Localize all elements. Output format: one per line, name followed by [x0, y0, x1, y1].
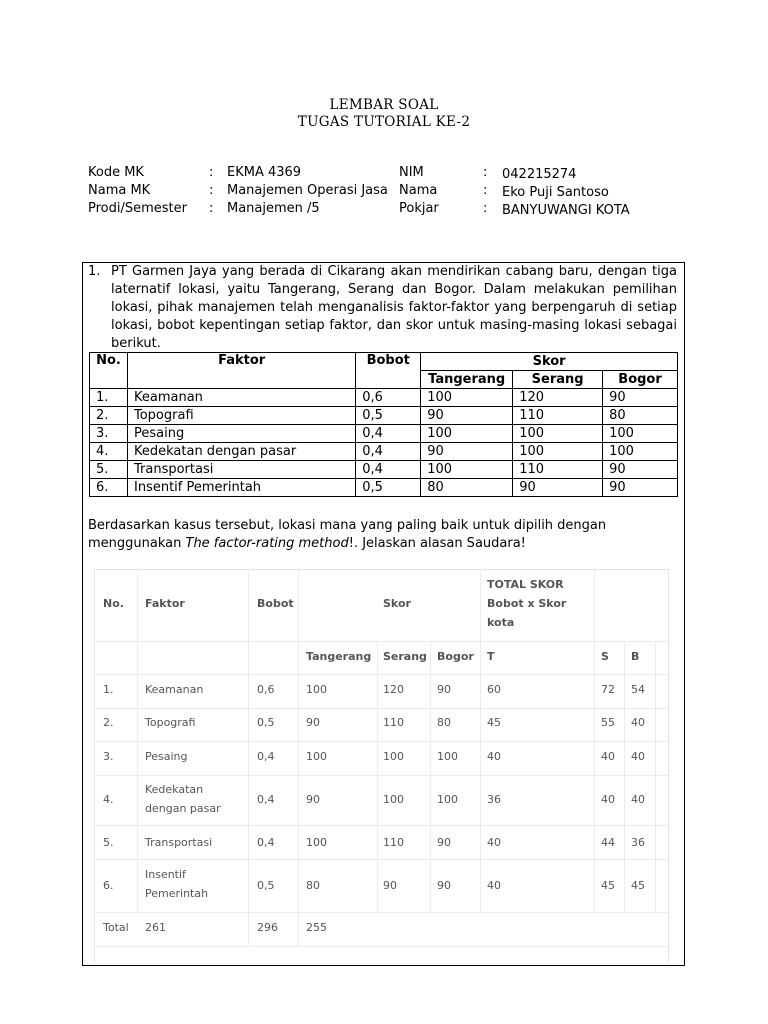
answer-cell-no: 2.: [103, 716, 114, 729]
divider: [95, 708, 668, 709]
answer-cell-bogor: 90: [437, 879, 451, 892]
cell: 100: [421, 425, 513, 443]
cell: 5.: [90, 461, 128, 479]
info-label-nama-mk: Nama MK: [88, 183, 151, 198]
answer-cell-b: 54: [631, 683, 645, 696]
answer-cell-no: 5.: [103, 836, 114, 849]
answer-cell-bogor: 100: [437, 793, 458, 806]
col-header-faktor: Faktor: [127, 353, 355, 389]
answer-col-header-no: No.: [103, 597, 124, 610]
cell: Keamanan: [127, 389, 355, 407]
page-title: LEMBAR SOAL: [329, 97, 439, 113]
answer-cell-t: 36: [487, 793, 501, 806]
col-header-serang: Serang: [513, 371, 603, 389]
instruction-text: Berdasarkan kasus tersebut, lokasi mana yang paling baik untuk dipilih dengan menggunakan: [88, 518, 607, 551]
divider: [298, 569, 299, 946]
answer-col-header-total: Bobot x Skor: [487, 597, 567, 610]
cell: 6.: [90, 479, 128, 497]
answer-cell-tangerang: 90: [306, 793, 320, 806]
cell: 0,4: [356, 461, 421, 479]
answer-cell-t: 45: [487, 716, 501, 729]
info-value-nama: Eko Puji Santoso: [502, 185, 609, 200]
divider: [480, 569, 481, 912]
answer-cell-s: 72: [601, 683, 615, 696]
info-sep: :: [209, 201, 214, 216]
answer-col-header-bobot: Bobot: [257, 597, 294, 610]
divider: [248, 569, 249, 946]
divider: [95, 641, 668, 642]
cell: 80: [421, 479, 513, 497]
divider: [95, 859, 668, 860]
answer-cell-faktor: Insentif: [145, 868, 186, 881]
table-row: [90, 443, 678, 461]
cell: 90: [421, 443, 513, 461]
info-value-kode-mk: EKMA 4369: [227, 165, 302, 180]
cell: Kedekatan dengan pasar: [127, 443, 355, 461]
answer-cell-faktor: dengan pasar: [145, 802, 221, 815]
answer-cell-s: 45: [601, 879, 615, 892]
answer-cell-tangerang: 100: [306, 750, 327, 763]
cell: 90: [513, 479, 603, 497]
question-text: PT Garmen Jaya yang berada di Cikarang akan mendirikan cabang baru, dengan tiga laternatif lokasi, yaitu Tangerang, Serang dan Bogor. Dalam melakukan pemilihan lokasi, pihak manajemen telah menganalisis faktor-faktor yang berpengaruh di setiap lokasi, bobot kepentingan setiap faktor, dan skor untuk masing-masing lokasi sebagai berikut.: [111, 264, 677, 351]
cell: 90: [421, 407, 513, 425]
page-subtitle: TUGAS TUTORIAL KE-2: [297, 114, 471, 130]
instruction-paragraph: [88, 517, 677, 553]
cell: 3.: [90, 425, 128, 443]
answer-cell-tangerang: 80: [306, 879, 320, 892]
info-sep: :: [209, 183, 214, 198]
divider: [137, 569, 138, 912]
divider: [594, 569, 595, 912]
cell: 0,5: [356, 407, 421, 425]
answer-cell-b: 36: [631, 836, 645, 849]
answer-cell-serang: 90: [383, 879, 397, 892]
answer-cell-b: 40: [631, 793, 645, 806]
divider: [95, 912, 668, 913]
answer-cell-s: 55: [601, 716, 615, 729]
divider: [430, 641, 431, 912]
answer-cell-b: 40: [631, 716, 645, 729]
cell: Pesaing: [127, 425, 355, 443]
info-label-kode-mk: Kode MK: [88, 165, 144, 180]
answer-cell-no: 4.: [103, 793, 114, 806]
answer-cell-no: 1.: [103, 683, 114, 696]
question-number: 1.: [88, 264, 101, 279]
cell: 90: [603, 479, 678, 497]
info-sep: :: [209, 165, 214, 180]
answer-cell-tangerang: 100: [306, 683, 327, 696]
answer-cell-b: 40: [631, 750, 645, 763]
answer-cell-bobot: 0,5: [257, 716, 275, 729]
answer-cell-s: 40: [601, 793, 615, 806]
answer-col-header-t: T: [487, 650, 495, 663]
cell: 100: [421, 461, 513, 479]
col-header-skor: Skor: [421, 353, 678, 371]
answer-cell-bobot: 0,4: [257, 793, 275, 806]
answer-cell-t: 40: [487, 879, 501, 892]
answer-cell-serang: 110: [383, 836, 404, 849]
table-row: [90, 479, 678, 497]
factor-table: [89, 352, 678, 497]
divider: [377, 641, 378, 912]
table-row: [90, 407, 678, 425]
answer-cell-serang: 120: [383, 683, 404, 696]
answer-total-label: Total: [103, 921, 129, 934]
cell: 0,4: [356, 443, 421, 461]
cell: 2.: [90, 407, 128, 425]
answer-cell-tangerang: 90: [306, 716, 320, 729]
info-sep: :: [483, 165, 488, 180]
cell: 90: [603, 461, 678, 479]
table-row: [90, 425, 678, 443]
answer-cell-bobot: 0,4: [257, 750, 275, 763]
divider: [624, 641, 625, 912]
answer-cell-bogor: 90: [437, 683, 451, 696]
info-value-prodi: Manajemen /5: [227, 201, 320, 216]
cell: 90: [603, 389, 678, 407]
cell: 120: [513, 389, 603, 407]
answer-cell-no: 6.: [103, 879, 114, 892]
answer-cell-b: 45: [631, 879, 645, 892]
info-label-nama: Nama: [399, 183, 438, 198]
info-value-pokjar: BANYUWANGI KOTA: [502, 203, 630, 218]
answer-cell-faktor: Transportasi: [145, 836, 213, 849]
question-block: [88, 263, 677, 353]
answer-cell-bogor: 90: [437, 836, 451, 849]
cell: 100: [603, 443, 678, 461]
answer-cell-bobot: 0,6: [257, 683, 275, 696]
cell: 0,4: [356, 425, 421, 443]
answer-cell-serang: 110: [383, 716, 404, 729]
answer-cell-bogor: 80: [437, 716, 451, 729]
info-value-nama-mk: Manajemen Operasi Jasa: [227, 183, 388, 198]
answer-cell-s: 44: [601, 836, 615, 849]
answer-cell-bobot: 0,5: [257, 879, 275, 892]
col-header-tangerang: Tangerang: [421, 371, 513, 389]
info-label-prodi: Prodi/Semester: [88, 201, 187, 216]
answer-cell-bobot: 0,4: [257, 836, 275, 849]
divider: [655, 641, 656, 912]
answer-cell-bogor: 100: [437, 750, 458, 763]
info-value-nim: 042215274: [502, 167, 577, 182]
cell: Insentif Pemerintah: [127, 479, 355, 497]
answer-total-value: 296: [257, 921, 278, 934]
col-header-bobot: Bobot: [356, 353, 421, 389]
cell: 100: [513, 443, 603, 461]
answer-col-header-s: S: [601, 650, 609, 663]
cell: 80: [603, 407, 678, 425]
answer-cell-faktor: Keamanan: [145, 683, 204, 696]
cell: 100: [513, 425, 603, 443]
cell: 0,6: [356, 389, 421, 407]
cell: 0,5: [356, 479, 421, 497]
info-sep: :: [483, 201, 488, 216]
table-row: [90, 461, 678, 479]
cell: 110: [513, 461, 603, 479]
answer-col-header-faktor: Faktor: [145, 597, 185, 610]
divider: [95, 825, 668, 826]
divider: [95, 741, 668, 742]
cell: Transportasi: [127, 461, 355, 479]
divider: [95, 775, 668, 776]
answer-cell-t: 40: [487, 750, 501, 763]
answer-cell-faktor: Topografi: [145, 716, 196, 729]
info-label-pokjar: Pokjar: [399, 201, 439, 216]
answer-cell-faktor: Pemerintah: [145, 887, 209, 900]
answer-cell-faktor: Kedekatan: [145, 783, 204, 796]
answer-col-header-total: kota: [487, 616, 515, 629]
col-header-no: No.: [90, 353, 128, 389]
cell: Topografi: [127, 407, 355, 425]
answer-cell-tangerang: 100: [306, 836, 327, 849]
divider: [95, 674, 668, 675]
answer-col-header-b: B: [631, 650, 640, 663]
info-sep: :: [483, 183, 488, 198]
answer-col-header-skor: Skor: [383, 597, 411, 610]
answer-cell-t: 60: [487, 683, 501, 696]
answer-cell-t: 40: [487, 836, 501, 849]
cell: 100: [603, 425, 678, 443]
cell: 1.: [90, 389, 128, 407]
info-label-nim: NIM: [399, 165, 424, 180]
answer-col-header-bogor: Bogor: [437, 650, 474, 663]
answer-total-value: 261: [145, 921, 166, 934]
answer-table-image: [94, 569, 669, 963]
divider: [95, 569, 668, 570]
answer-cell-no: 3.: [103, 750, 114, 763]
answer-col-header-tangerang: Tangerang: [306, 650, 372, 663]
answer-cell-faktor: Pesaing: [145, 750, 188, 763]
answer-col-header-serang: Serang: [383, 650, 427, 663]
answer-cell-serang: 100: [383, 793, 404, 806]
answer-cell-s: 40: [601, 750, 615, 763]
answer-col-header-total: TOTAL SKOR: [487, 578, 564, 591]
table-row: [90, 389, 678, 407]
cell: 110: [513, 407, 603, 425]
answer-cell-serang: 100: [383, 750, 404, 763]
instruction-method: The factor-rating method: [185, 536, 349, 551]
col-header-bogor: Bogor: [603, 371, 678, 389]
answer-total-value: 255: [306, 921, 327, 934]
divider: [95, 946, 668, 947]
cell: 100: [421, 389, 513, 407]
instruction-tail: !. Jelaskan alasan Saudara!: [348, 536, 526, 551]
cell: 4.: [90, 443, 128, 461]
